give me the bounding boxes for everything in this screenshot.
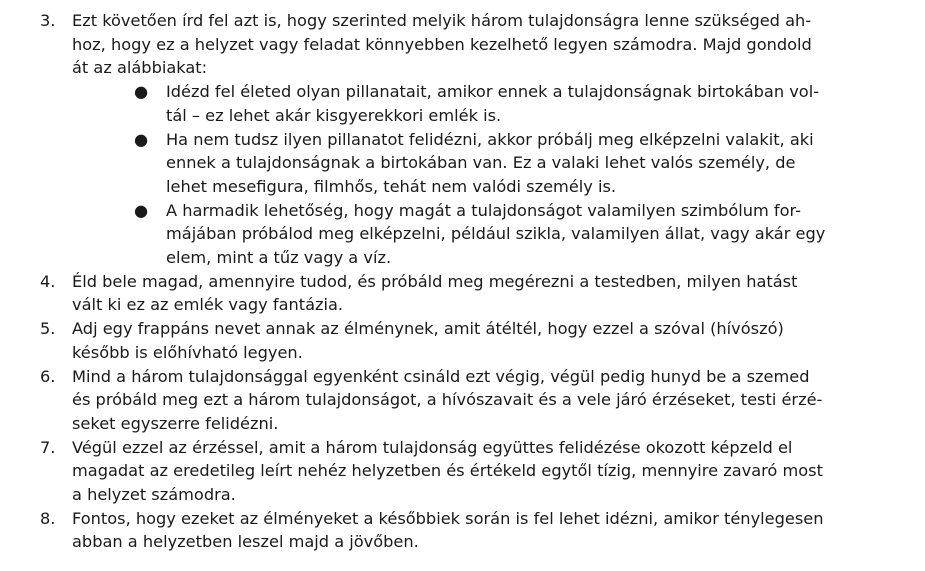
bullet-icon: ● (134, 82, 149, 102)
bullet-icon: ● (134, 129, 149, 149)
item-text-line: vált ki ez az emlék vagy fantázia. (72, 295, 344, 315)
item-text-line: seket egyszerre felidézni. (72, 413, 279, 433)
list-number: 6. (40, 366, 56, 386)
item-text-line: abban a helyzetben leszel majd a jövőben. (72, 532, 419, 552)
bullet-text-line: Idézd fel életed olyan pillanatait, amikor ennek a tulajdonságnak birtokában vol- (166, 82, 820, 102)
bullet-text-line: Ha nem tudsz ilyen pillanatot felidézni, akkor próbálj meg elképzelni valakit, aki (166, 129, 814, 149)
item-text-line: Végül ezzel az érzéssel, amit a három tulajdonság együttes felidézése okozott képzeld el (72, 437, 793, 457)
item-text-line: Mind a három tulajdonsággal egyenként csináld ezt végig, végül pedig hunyd be a szemed (72, 366, 810, 386)
item-text-line: Adj egy frappáns nevet annak az élménynek, amit átéltél, hogy ezzel a szóval (hívószó) (72, 319, 784, 339)
bullet-text-line: májában próbálod meg elképzelni, például szikla, valamilyen állat, vagy akár egy (166, 224, 826, 244)
numbered-instruction-list (0, 9, 925, 554)
bullet-text-line: tál – ez lehet akár kisgyerekkori emlék is. (166, 105, 502, 125)
item-text-line: és próbáld meg ezt a három tulajdonságot, a hívószavait és a vele járó érzéseket, testi érzé- (72, 390, 823, 410)
list-number: 3. (40, 11, 56, 30)
list-number: 8. (40, 508, 56, 528)
list-item-4 (0, 270, 925, 317)
bullet-icon: ● (134, 200, 149, 220)
list-number: 4. (40, 271, 56, 291)
bullet-text-line: ennek a tulajdonságnak a birtokában van. Ez a valaki lehet valós személy, de (166, 153, 796, 173)
list-number: 7. (40, 437, 56, 457)
bullet-item-3 (0, 199, 925, 270)
item-text-line: később is előhívható legyen. (72, 342, 303, 362)
list-item-8 (0, 507, 925, 554)
bullet-item-2 (0, 128, 925, 199)
list-item-5 (0, 317, 925, 364)
item-text-line: át az alábbiakat: (72, 58, 208, 78)
list-item-3 (0, 9, 925, 80)
item-text-line: a helyzet számodra. (72, 485, 236, 505)
list-item-7 (0, 436, 925, 507)
bullet-text-line: A harmadik lehetőség, hogy magát a tulajdonságot valamilyen szimbólum for- (166, 200, 801, 220)
item-text-line: Ezt követően írd fel azt is, hogy szerinted melyik három tulajdonságra lenne szükséged ah- (72, 11, 812, 30)
list-item-6 (0, 365, 925, 436)
bullet-text-line: elem, mint a tűz vagy a víz. (166, 248, 392, 268)
item-text-line: Éld bele magad, amennyire tudod, és próbáld meg megérezni a testedben, milyen hatást (72, 271, 798, 291)
bullet-item-1 (0, 80, 925, 127)
list-number: 5. (40, 319, 56, 339)
item-text-line: hoz, hogy ez a helyzet vagy feladat könnyebben kezelhető legyen számodra. Majd gondold (72, 34, 812, 54)
bullet-text-line: lehet mesefigura, filmhős, tehát nem valódi személy is. (166, 176, 617, 196)
item-text-line: magadat az eredetileg leírt nehéz helyzetben és értékeld egytől tízig, mennyire zavaró most (72, 461, 823, 481)
item-text-line: Fontos, hogy ezeket az élményeket a későbbiek során is fel lehet idézni, amikor ténylegesen (72, 508, 824, 528)
